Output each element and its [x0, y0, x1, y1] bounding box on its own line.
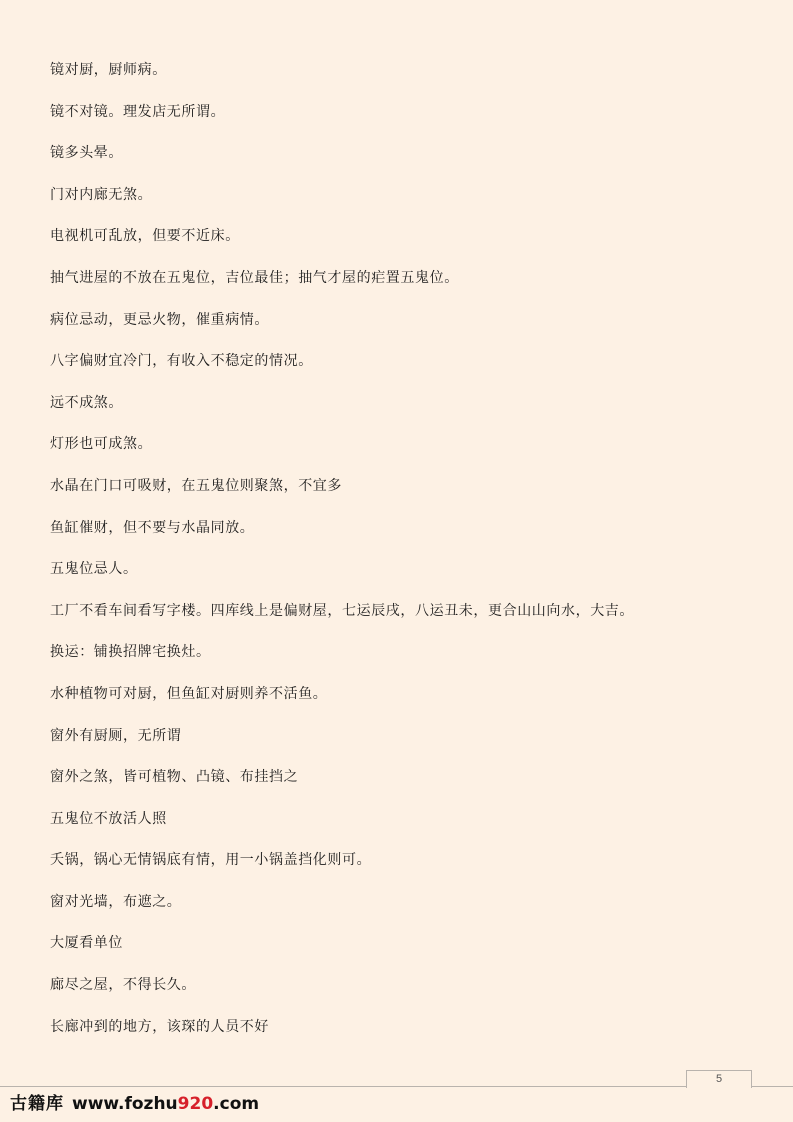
- footer-divider: [0, 1086, 793, 1087]
- site-brand-name: 古籍库: [10, 1094, 64, 1114]
- text-line: 窗对光墙，布遮之。: [50, 893, 182, 910]
- text-line: 窗外有厨厕，无所谓: [50, 727, 182, 744]
- text-line: 水晶在门口可吸财，在五鬼位则聚煞，不宜多: [50, 477, 342, 494]
- text-line: 窗外之煞，皆可植物、凸镜、布挂挡之: [50, 769, 299, 786]
- text-line: 门对内廊无煞。: [50, 186, 153, 203]
- site-url-suffix: .com: [213, 1094, 260, 1114]
- text-line: 镜多头晕。: [50, 145, 123, 162]
- text-line: 五鬼位忌人。: [50, 561, 138, 578]
- page-number: 5: [686, 1070, 752, 1088]
- text-line: 换运：铺换招牌宅换灶。: [50, 644, 211, 661]
- site-url-prefix: www.fozhu: [72, 1094, 178, 1114]
- text-line: 长廊冲到的地方，该琛的人员不好: [50, 1018, 269, 1035]
- text-line: 八字偏财宜冷门，有收入不稳定的情况。: [50, 353, 313, 370]
- text-line: 工厂不看车间看写字楼。四库线上是偏财屋，七运辰戌，八运丑未，更合山山向水，大吉。: [50, 602, 634, 619]
- text-line: 鱼缸催财，但不要与水晶同放。: [50, 519, 255, 536]
- site-watermark[interactable]: [10, 1089, 259, 1114]
- text-line: 抽气进屋的不放在五鬼位，吉位最佳；抽气才屋的疟置五鬼位。: [50, 269, 459, 286]
- text-line: 大厦看单位: [50, 935, 123, 952]
- text-line: 灯形也可成煞。: [50, 436, 153, 453]
- site-url-number: 920: [177, 1094, 214, 1114]
- text-line: 廊尽之屋，不得长久。: [50, 977, 196, 994]
- text-line: 电视机可乱放，但要不近床。: [50, 228, 240, 245]
- text-line: 水种植物可对厨，但鱼缸对厨则养不活鱼。: [50, 685, 328, 702]
- text-line: 镜不对镜。理发店无所谓。: [50, 103, 226, 120]
- text-body: [50, 58, 750, 1056]
- text-line: 夭锅，锅心无情锅底有情，用一小锅盖挡化则可。: [50, 852, 372, 869]
- text-line: 远不成煞。: [50, 394, 123, 411]
- text-line: 病位忌动，更忌火物，催重病情。: [50, 311, 269, 328]
- text-line: 镜对厨，厨师病。: [50, 62, 167, 78]
- text-line: 五鬼位不放活人照: [50, 810, 167, 827]
